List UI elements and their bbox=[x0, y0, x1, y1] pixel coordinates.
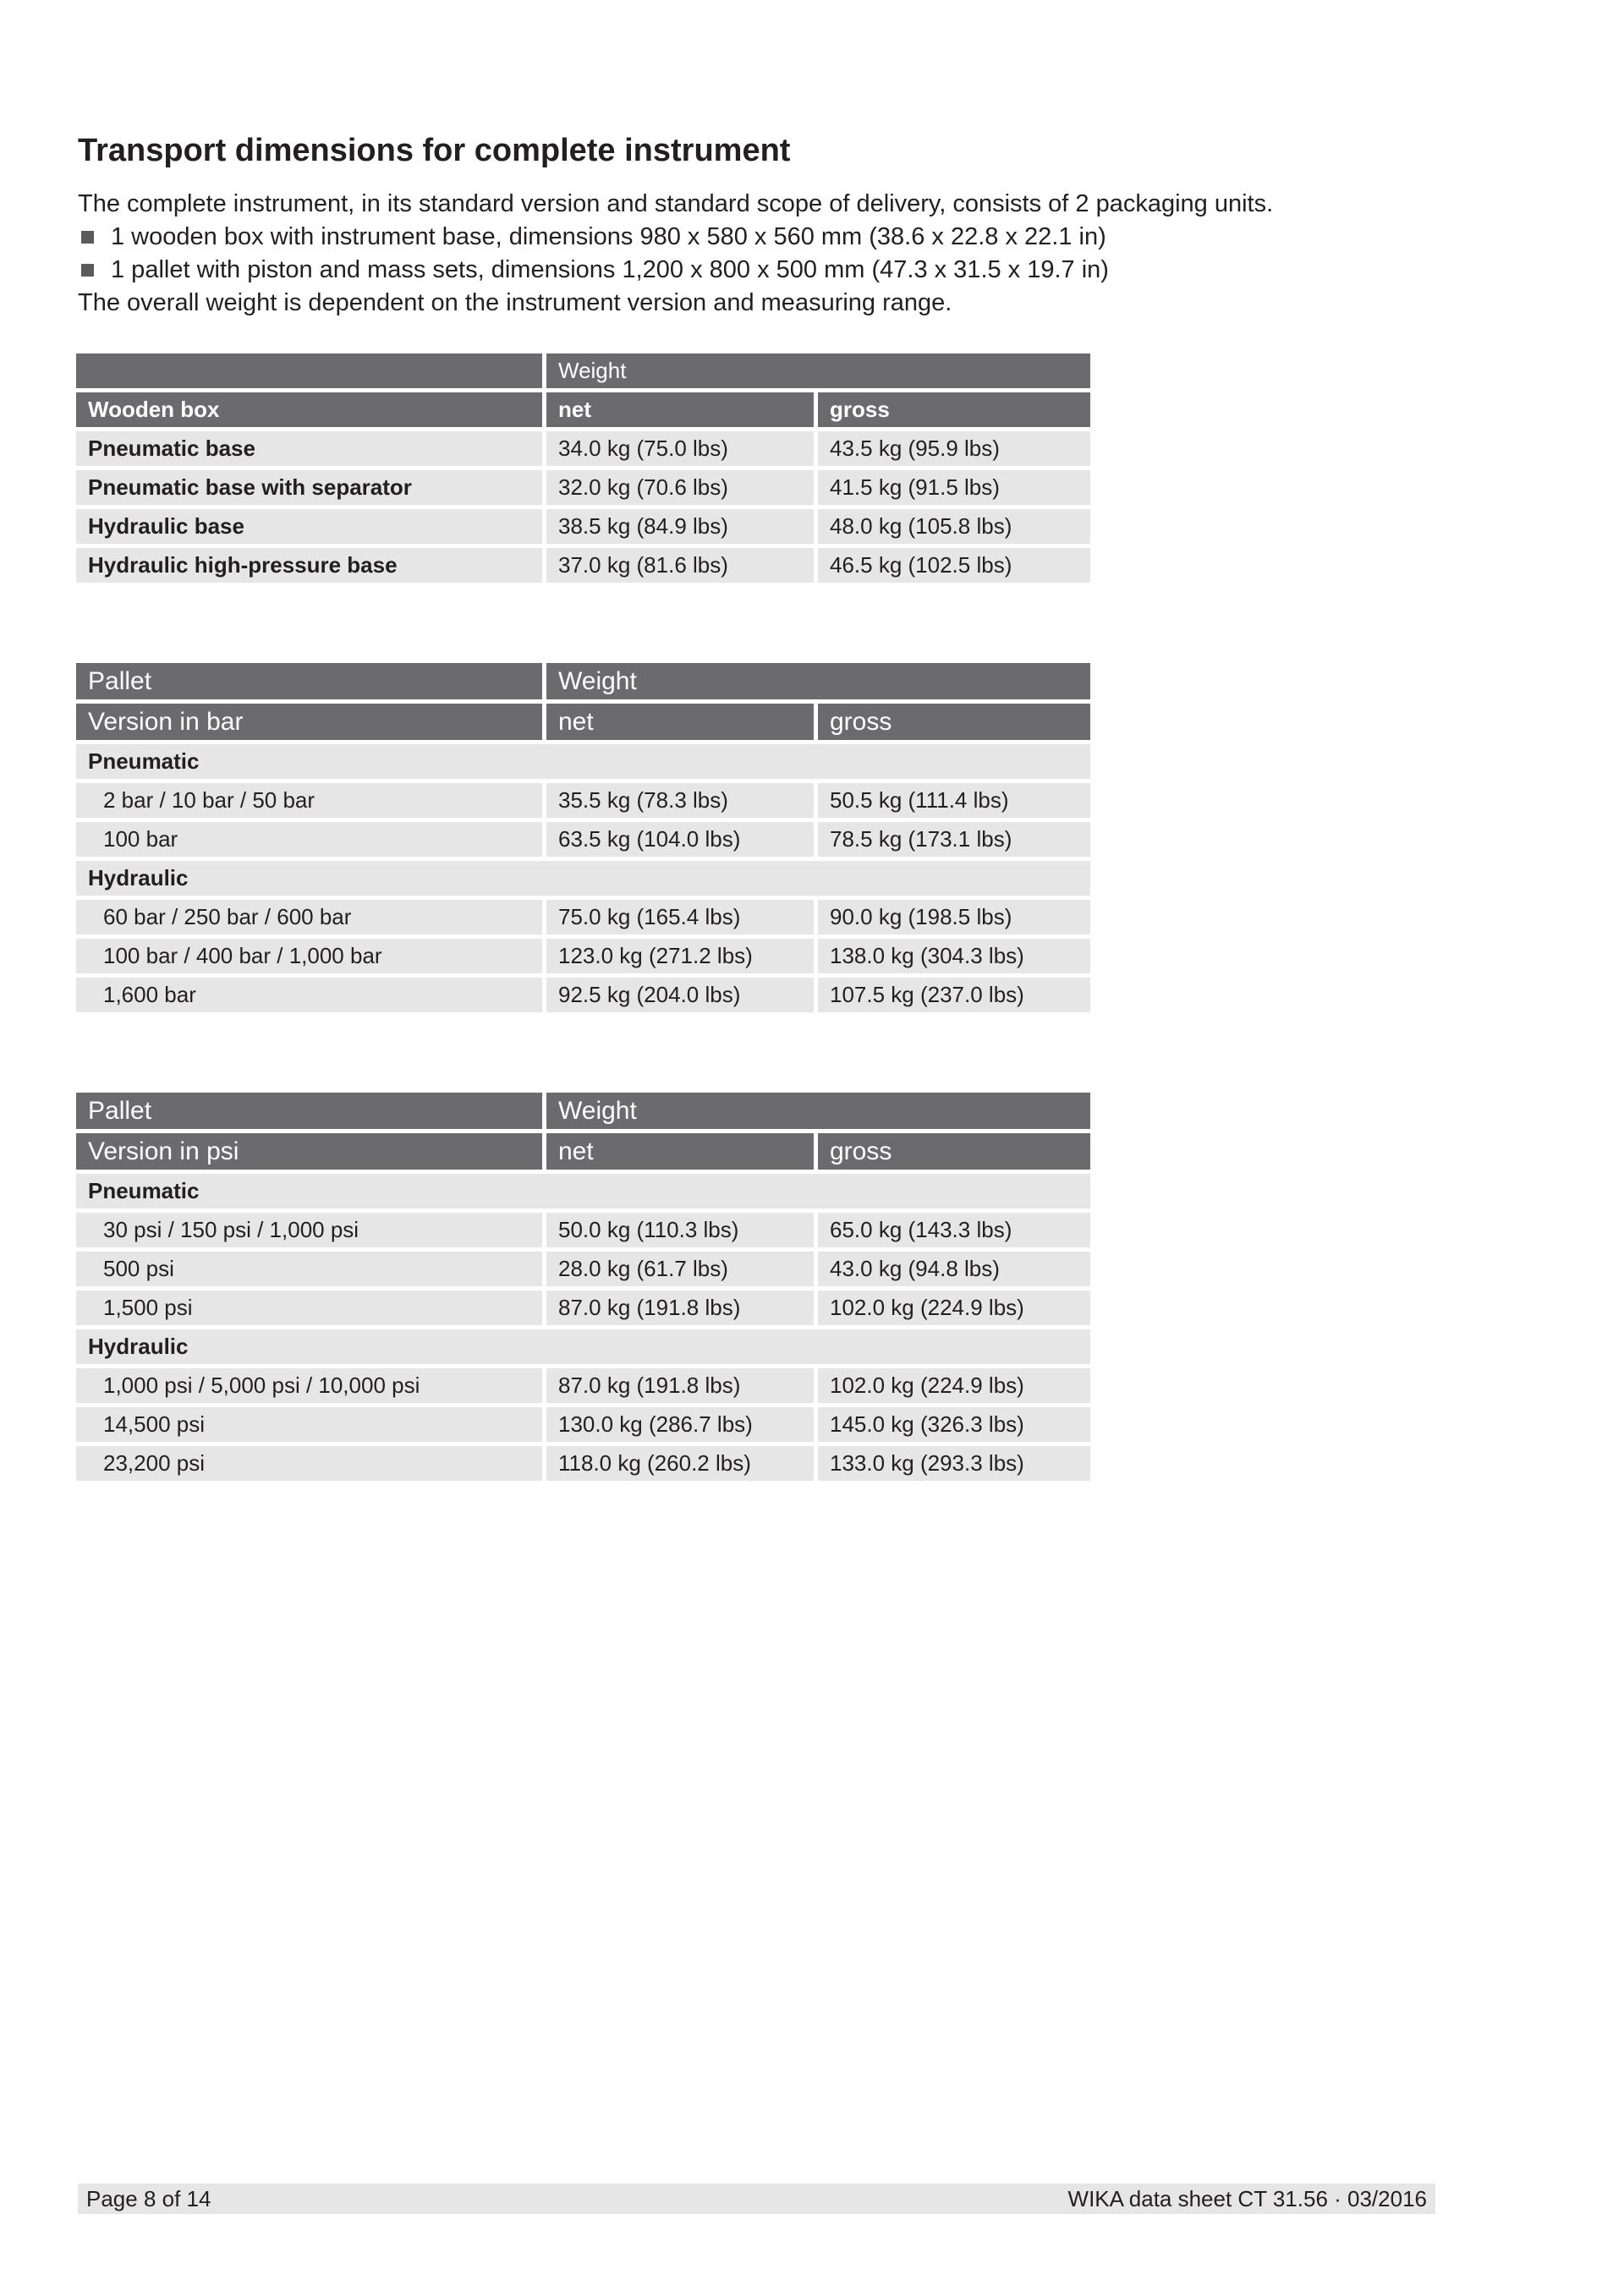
net-weight-cell: 63.5 kg (104.0 lbs) bbox=[546, 822, 814, 857]
row-label: 500 psi bbox=[76, 1252, 542, 1286]
group-row bbox=[76, 1329, 1090, 1364]
group-row bbox=[76, 744, 1090, 779]
gross-weight-cell: 107.5 kg (237.0 lbs) bbox=[818, 978, 1090, 1012]
gross-weight-cell: 102.0 kg (224.9 lbs) bbox=[818, 1290, 1090, 1325]
table-row bbox=[76, 509, 1090, 544]
row-label: Hydraulic high-pressure base bbox=[76, 548, 542, 583]
net-weight-cell: 75.0 kg (165.4 lbs) bbox=[546, 900, 814, 934]
row-label: 2 bar / 10 bar / 50 bar bbox=[76, 783, 542, 818]
row-label: 30 psi / 150 psi / 1,000 psi bbox=[76, 1213, 542, 1247]
page-footer bbox=[78, 2184, 1435, 2214]
net-weight-cell: 37.0 kg (81.6 lbs) bbox=[546, 548, 814, 583]
net-weight-cell: 123.0 kg (271.2 lbs) bbox=[546, 939, 814, 973]
header-cell-net: net bbox=[546, 1133, 814, 1170]
header-cell-pallet: Pallet bbox=[76, 663, 542, 699]
group-label-pneumatic: Pneumatic bbox=[76, 744, 1090, 779]
row-label: 1,000 psi / 5,000 psi / 10,000 psi bbox=[76, 1368, 542, 1403]
header-cell-weight: Weight bbox=[546, 663, 1090, 699]
net-weight-cell: 35.5 kg (78.3 lbs) bbox=[546, 783, 814, 818]
table-header-row bbox=[76, 663, 1090, 699]
table-row bbox=[76, 978, 1090, 1012]
table-header-row bbox=[76, 1093, 1090, 1129]
bullet-item bbox=[78, 221, 1431, 254]
row-label: 1,600 bar bbox=[76, 978, 542, 1012]
table-row bbox=[76, 1213, 1090, 1247]
net-weight-cell: 92.5 kg (204.0 lbs) bbox=[546, 978, 814, 1012]
gross-weight-cell: 48.0 kg (105.8 lbs) bbox=[818, 509, 1090, 544]
net-weight-cell: 34.0 kg (75.0 lbs) bbox=[546, 431, 814, 466]
header-cell-net: net bbox=[546, 392, 814, 427]
table-row bbox=[76, 1368, 1090, 1403]
gross-weight-cell: 145.0 kg (326.3 lbs) bbox=[818, 1407, 1090, 1442]
table-row bbox=[76, 1290, 1090, 1325]
table-row bbox=[76, 1407, 1090, 1442]
table-row bbox=[76, 939, 1090, 973]
bullet-text: 1 wooden box with instrument base, dimensions 980 x 580 x 560 mm (38.6 x 22.8 x 22.1 in) bbox=[111, 223, 1106, 250]
square-bullet-icon bbox=[81, 231, 94, 244]
group-label-pneumatic: Pneumatic bbox=[76, 1174, 1090, 1208]
table-row bbox=[76, 548, 1090, 583]
header-cell-version: Version in psi bbox=[76, 1133, 542, 1170]
row-label: 14,500 psi bbox=[76, 1407, 542, 1442]
square-bullet-icon bbox=[81, 264, 94, 277]
row-label: Hydraulic base bbox=[76, 509, 542, 544]
gross-weight-cell: 50.5 kg (111.4 lbs) bbox=[818, 783, 1090, 818]
header-cell-empty bbox=[76, 353, 542, 388]
row-label: Pneumatic base with separator bbox=[76, 470, 542, 505]
bullet-item bbox=[78, 254, 1431, 287]
group-label-hydraulic: Hydraulic bbox=[76, 1329, 1090, 1364]
row-label: 100 bar / 400 bar / 1,000 bar bbox=[76, 939, 542, 973]
row-label: Pneumatic base bbox=[76, 431, 542, 466]
table-row bbox=[76, 470, 1090, 505]
header-cell-gross: gross bbox=[818, 1133, 1090, 1170]
net-weight-cell: 118.0 kg (260.2 lbs) bbox=[546, 1446, 814, 1481]
gross-weight-cell: 43.0 kg (94.8 lbs) bbox=[818, 1252, 1090, 1286]
group-row bbox=[76, 861, 1090, 896]
header-cell-net: net bbox=[546, 704, 814, 740]
net-weight-cell: 130.0 kg (286.7 lbs) bbox=[546, 1407, 814, 1442]
net-weight-cell: 28.0 kg (61.7 lbs) bbox=[546, 1252, 814, 1286]
net-weight-cell: 38.5 kg (84.9 lbs) bbox=[546, 509, 814, 544]
gross-weight-cell: 43.5 kg (95.9 lbs) bbox=[818, 431, 1090, 466]
row-label: 100 bar bbox=[76, 822, 542, 857]
table-row bbox=[76, 783, 1090, 818]
gross-weight-cell: 46.5 kg (102.5 lbs) bbox=[818, 548, 1090, 583]
table-row bbox=[76, 1446, 1090, 1481]
table-header-row bbox=[76, 1133, 1090, 1170]
gross-weight-cell: 41.5 kg (91.5 lbs) bbox=[818, 470, 1090, 505]
group-row bbox=[76, 1174, 1090, 1208]
row-label: 1,500 psi bbox=[76, 1290, 542, 1325]
row-label: 60 bar / 250 bar / 600 bar bbox=[76, 900, 542, 934]
table-row bbox=[76, 822, 1090, 857]
gross-weight-cell: 78.5 kg (173.1 lbs) bbox=[818, 822, 1090, 857]
data-sheet-reference: WIKA data sheet CT 31.56 · 03/2016 bbox=[1067, 2186, 1427, 2211]
pallet-psi-weight-table bbox=[72, 1088, 1095, 1485]
wooden-box-weight-table bbox=[72, 349, 1095, 587]
gross-weight-cell: 65.0 kg (143.3 lbs) bbox=[818, 1213, 1090, 1247]
table-row bbox=[76, 431, 1090, 466]
intro-text bbox=[78, 188, 1431, 320]
gross-weight-cell: 133.0 kg (293.3 lbs) bbox=[818, 1446, 1090, 1481]
header-cell-wooden-box: Wooden box bbox=[76, 392, 542, 427]
header-cell-weight: Weight bbox=[546, 1093, 1090, 1129]
pallet-bar-weight-table bbox=[72, 659, 1095, 1016]
gross-weight-cell: 138.0 kg (304.3 lbs) bbox=[818, 939, 1090, 973]
row-label: 23,200 psi bbox=[76, 1446, 542, 1481]
net-weight-cell: 87.0 kg (191.8 lbs) bbox=[546, 1368, 814, 1403]
net-weight-cell: 50.0 kg (110.3 lbs) bbox=[546, 1213, 814, 1247]
net-weight-cell: 87.0 kg (191.8 lbs) bbox=[546, 1290, 814, 1325]
table-header-row bbox=[76, 353, 1090, 388]
table-row bbox=[76, 1252, 1090, 1286]
gross-weight-cell: 102.0 kg (224.9 lbs) bbox=[818, 1368, 1090, 1403]
intro-note: The overall weight is dependent on the instrument version and measuring range. bbox=[78, 289, 952, 316]
group-label-hydraulic: Hydraulic bbox=[76, 861, 1090, 896]
header-cell-weight: Weight bbox=[546, 353, 1090, 388]
page-number: Page 8 of 14 bbox=[86, 2186, 211, 2211]
page-heading: Transport dimensions for complete instrument bbox=[78, 133, 791, 168]
bullet-text: 1 pallet with piston and mass sets, dimensions 1,200 x 800 x 500 mm (47.3 x 31.5 x 19.7 in) bbox=[111, 256, 1109, 283]
header-cell-version: Version in bar bbox=[76, 704, 542, 740]
intro-line: The complete instrument, in its standard version and standard scope of delivery, consists of 2 packaging units. bbox=[78, 190, 1274, 217]
header-cell-gross: gross bbox=[818, 392, 1090, 427]
header-cell-pallet: Pallet bbox=[76, 1093, 542, 1129]
table-header-row bbox=[76, 704, 1090, 740]
net-weight-cell: 32.0 kg (70.6 lbs) bbox=[546, 470, 814, 505]
table-row bbox=[76, 900, 1090, 934]
table-header-row bbox=[76, 392, 1090, 427]
header-cell-gross: gross bbox=[818, 704, 1090, 740]
gross-weight-cell: 90.0 kg (198.5 lbs) bbox=[818, 900, 1090, 934]
